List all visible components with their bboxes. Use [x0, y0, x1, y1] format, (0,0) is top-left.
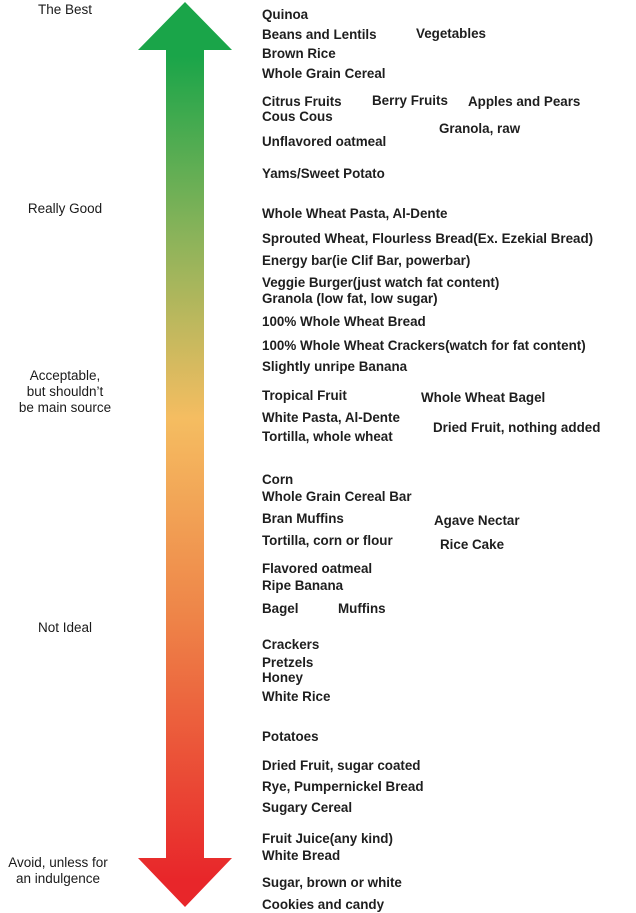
food-tortilla-ww: Tortilla, whole wheat: [262, 429, 393, 444]
food-quinoa: Quinoa: [262, 7, 309, 22]
scale-label-acceptable: [0, 368, 130, 416]
food-crackers: Crackers: [262, 637, 320, 652]
scale-label-really-good: Really Good: [27, 201, 103, 216]
food-granola-raw: Granola, raw: [439, 121, 521, 136]
scale-label-acceptable-line-3: be main source: [18, 399, 112, 415]
food-fruit-juice: Fruit Juice(any kind): [262, 831, 393, 846]
food-yams: Yams/Sweet Potato: [262, 166, 385, 181]
arrow-shape: [138, 2, 232, 907]
food-energy-bar: Energy bar(ie Clif Bar, powerbar): [262, 253, 471, 268]
food-flavored-oatmeal: Flavored oatmeal: [262, 561, 373, 576]
scale-label-avoid-line-2: an indulgence: [15, 870, 101, 886]
food-potatoes: Potatoes: [262, 729, 319, 744]
scale-label-acceptable-line-1: Acceptable,: [29, 368, 101, 383]
food-ww-crackers: 100% Whole Wheat Crackers(watch for fat content): [262, 338, 586, 353]
food-cookies: Cookies and candy: [262, 897, 385, 912]
scale-label-not-ideal: Not Ideal: [37, 620, 93, 635]
food-sprouted-wheat: Sprouted Wheat, Flourless Bread(Ex. Ezekial Bread): [262, 231, 594, 246]
scale-label-avoid: [0, 855, 118, 887]
food-sugary-cereal: Sugary Cereal: [262, 800, 353, 815]
food-ww-bread: 100% Whole Wheat Bread: [262, 314, 426, 329]
food-dried-fruit-plain: Dried Fruit, nothing added: [433, 420, 601, 435]
food-bran-muffins: Bran Muffins: [262, 511, 344, 526]
food-dried-fruit-sugar: Dried Fruit, sugar coated: [262, 758, 421, 773]
food-whole-grain-cereal: Whole Grain Cereal: [262, 66, 386, 81]
scale-label-avoid-line-1: Avoid, unless for: [8, 855, 108, 870]
food-veggie-burger: Veggie Burger(just watch fat content): [262, 275, 500, 290]
scale-label-acceptable-line-2: but shouldn’t: [26, 383, 104, 399]
food-agave: Agave Nectar: [434, 513, 520, 528]
food-white-bread: White Bread: [262, 848, 341, 863]
food-rye: Rye, Pumpernickel Bread: [262, 779, 424, 794]
food-pretzels: Pretzels: [262, 655, 314, 670]
food-citrus-fruits: Citrus Fruits: [262, 94, 342, 109]
food-honey: Honey: [262, 670, 303, 685]
food-granola-low: Granola (low fat, low sugar): [262, 291, 438, 306]
food-ww-bagel: Whole Wheat Bagel: [421, 390, 546, 405]
scale-label-best: The Best: [37, 2, 93, 17]
food-white-rice: White Rice: [262, 689, 331, 704]
food-tortilla-corn: Tortilla, corn or flour: [262, 533, 393, 548]
food-muffins: Muffins: [338, 601, 386, 616]
food-bagel: Bagel: [262, 601, 299, 616]
food-tropical-fruit: Tropical Fruit: [262, 388, 347, 403]
food-berry-fruits: Berry Fruits: [372, 93, 448, 108]
food-brown-rice: Brown Rice: [262, 46, 336, 61]
food-corn: Corn: [262, 472, 294, 487]
food-sugar: Sugar, brown or white: [262, 875, 402, 890]
food-vegetables: Vegetables: [416, 26, 486, 41]
food-wg-cereal-bar: Whole Grain Cereal Bar: [262, 489, 412, 504]
food-beans-lentils: Beans and Lentils: [262, 27, 377, 42]
food-cous-cous: Cous Cous: [262, 109, 333, 124]
food-white-pasta: White Pasta, Al-Dente: [262, 410, 400, 425]
food-unripe-banana: Slightly unripe Banana: [262, 359, 408, 374]
food-apples-pears: Apples and Pears: [468, 94, 581, 109]
food-rice-cake: Rice Cake: [440, 537, 505, 552]
food-ripe-banana: Ripe Banana: [262, 578, 344, 593]
food-whole-wheat-pasta: Whole Wheat Pasta, Al-Dente: [262, 206, 448, 221]
food-unflavored-oatmeal: Unflavored oatmeal: [262, 134, 387, 149]
